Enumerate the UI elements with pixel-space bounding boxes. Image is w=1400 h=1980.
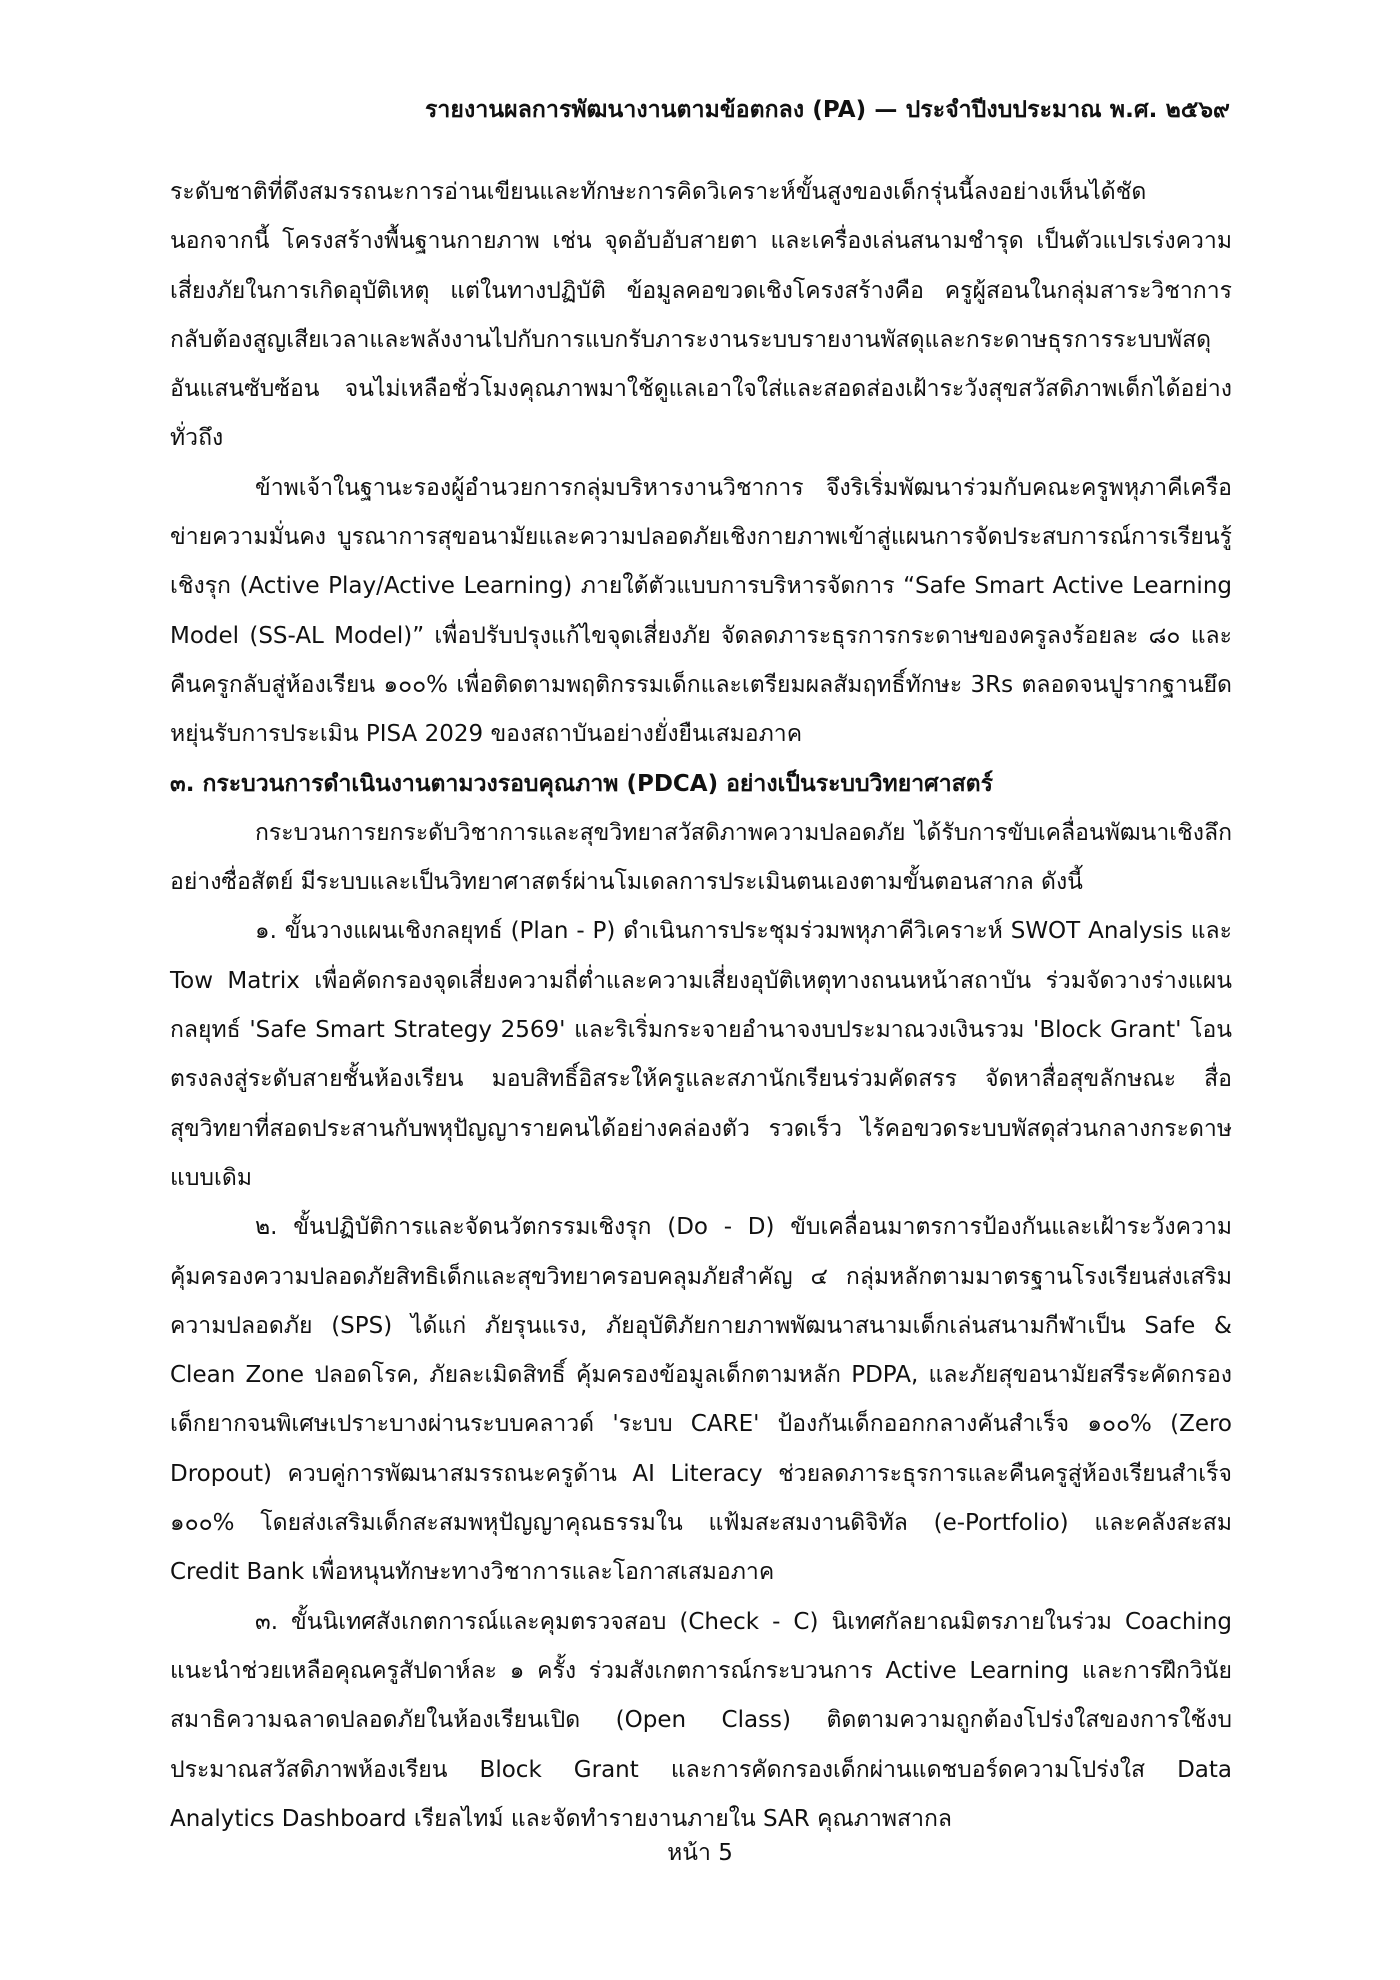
step-check: ๓. ขั้นนิเทศสังเกตการณ์และคุมตรวจสอบ (Check - C) นิเทศกัลยาณมิตรภายในร่วม Coaching แนะนำช่วยเหลือคุณครูสัปดาห์ละ ๑ ครั้ง ร่วมสังเกตการณ์กระบวนการ Active Learning และการฝึกวินัยสมาธิความฉลาดปลอดภัยในห้องเรียนเปิด (Open Class) ติดตามความถูกต้องโปร่งใสของการใช้งบประมาณสวัสดิภาพห้องเรียน Block Grant และการคัดกรองเด็กผ่านแดชบอร์ดความโปร่งใส Data Analytics Dashboard เรียลไทม์ และจัดทำรายงานภายใน SAR คุณภาพสากล xyxy=(170,1608,1232,1832)
step-do: ๒. ขั้นปฏิบัติการและจัดนวัตกรรมเชิงรุก (Do - D) ขับเคลื่อนมาตรการป้องกันและเฝ้าระวังความคุ้มครองความปลอดภัยสิทธิเด็กและสุขวิทยาครอบคลุมภัยสำคัญ ๔ กลุ่มหลักตามมาตรฐานโรงเรียนส่งเสริมความปลอดภัย (SPS) ได้แก่ ภัยรุนแรง, ภัยอุบัติภัยกายภาพพัฒนาสนามเด็กเล่นสนามกีฬาเป็น Safe & Clean Zone ปลอดโรค, ภัยละเมิดสิทธิ์ คุ้มครองข้อมูลเด็กตามหลัก PDPA, และภัยสุขอนามัยสรีระคัดกรองเด็กยากจนพิเศษเปราะบางผ่านระบบคลาวด์ 'ระบบ CARE' ป้องกันเด็กออกกลางคันสำเร็จ ๑๐๐% (Zero Dropout) ควบคู่การพัฒนาสมรรถนะครูด้าน AI Literacy ช่วยลดภาระธุรการและคืนครูสู่ห้องเรียนสำเร็จ ๑๐๐% โดยส่งเสริมเด็กสะสมพหุปัญญาคุณธรรมใน แฟ้มสะสมงานดิจิทัล (e-Portfolio) และคลังสะสม Credit Bank เพื่อหนุนทักษะทางวิชาการและโอกาสเสมอภาค xyxy=(170,1214,1232,1586)
running-header: รายงานผลการพัฒนางานตามข้อตกลง (PA) — ประจำปีงบประมาณ พ.ศ. ๒๕๖๙ xyxy=(424,97,1230,123)
paragraph-model: ข้าพเจ้าในฐานะรองผู้อำนวยการกลุ่มบริหารงานวิชาการ จึงริเริ่มพัฒนาร่วมกับคณะครูพหุภาคีเครือข่ายความมั่นคง บูรณาการสุขอนามัยและความปลอดภัยเชิงกายภาพเข้าสู่แผนการจัดประสบการณ์การเรียนรู้เชิงรุก (Active Play/Active Learning) ภายใต้ตัวแบบการบริหารจัดการ “Safe Smart Active Learning Model (SS-AL Model)” เพื่อปรับปรุงแก้ไขจุดเสี่ยงภัย จัดลดภาระธุรการกระดาษของครูลงร้อยละ ๘๐ และคืนครูกลับสู่ห้องเรียน ๑๐๐% เพื่อติดตามพฤติกรรมเด็กและเตรียมผลสัมฤทธิ์ทักษะ 3Rs ตลอดจนปูรากฐานยึดหยุ่นรับการประเมิน PISA 2029 ของสถาบันอย่างยั่งยืนเสมอภาค xyxy=(170,474,1232,748)
page-number: หน้า 5 xyxy=(667,1840,733,1866)
section-heading-pdca: ๓. กระบวนการดำเนินงานตามวงรอบคุณภาพ (PDCA) อย่างเป็นระบบวิทยาศาสตร์ xyxy=(170,770,993,797)
paragraph-continued: ระดับชาติที่ดึงสมรรถนะการอ่านเขียนและทักษะการคิดวิเคราะห์ขั้นสูงของเด็กรุ่นนี้ลงอย่างเห็นได้ชัด นอกจากนี้ โครงสร้างพื้นฐานกายภาพ เช่น จุดอับอับสายตา และเครื่องเล่นสนามชำรุด เป็นตัวแปรเร่งความเสี่ยงภัยในการเกิดอุบัติเหตุ แต่ในทางปฏิบัติ ข้อมูลคอขวดเชิงโครงสร้างคือ ครูผู้สอนในกลุ่มสาระวิชาการกลับต้องสูญเสียเวลาและพลังงานไปกับการแบกรับภาระงานระบบรายงานพัสดุและกระดาษธุรการระบบพัสดุอันแสนซับซ้อน จนไม่เหลือชั่วโมงคุณภาพมาใช้ดูแลเอาใจใส่และสอดส่องเฝ้าระวังสุขสวัสดิภาพเด็กได้อย่างทั่วถึง xyxy=(170,179,1232,452)
step-plan: ๑. ขั้นวางแผนเชิงกลยุทธ์ (Plan - P) ดำเนินการประชุมร่วมพหุภาคีวิเคราะห์ SWOT Analysis และ Tow Matrix เพื่อคัดกรองจุดเสี่ยงความถี่ต่ำและความเสี่ยงอุบัติเหตุทางถนนหน้าสถาบัน ร่วมจัดวางร่างแผนกลยุทธ์ 'Safe Smart Strategy 2569' และริเริ่มกระจายอำนาจงบประมาณวงเงินรวม 'Block Grant' โอนตรงลงสู่ระดับสายชั้นห้องเรียน มอบสิทธิ์อิสระให้ครูและสภานักเรียนร่วมคัดสรร จัดหาสื่อสุขลักษณะ สื่อสุขวิทยาที่สอดประสานกับพหุปัญญารายคนได้อย่างคล่องตัว รวดเร็ว ไร้คอขวดระบบพัสดุส่วนกลางกระดาษแบบเดิม xyxy=(170,918,1232,1191)
body-text xyxy=(170,168,1232,1844)
section-intro: กระบวนการยกระดับวิชาการและสุขวิทยาสวัสดิภาพความปลอดภัย ได้รับการขับเคลื่อนพัฒนาเชิงลึกอย่างซื่อสัตย์ มีระบบและเป็นวิทยาศาสตร์ผ่านโมเดลการประเมินตนเองตามขั้นตอนสากล ดังนี้ xyxy=(170,819,1232,896)
